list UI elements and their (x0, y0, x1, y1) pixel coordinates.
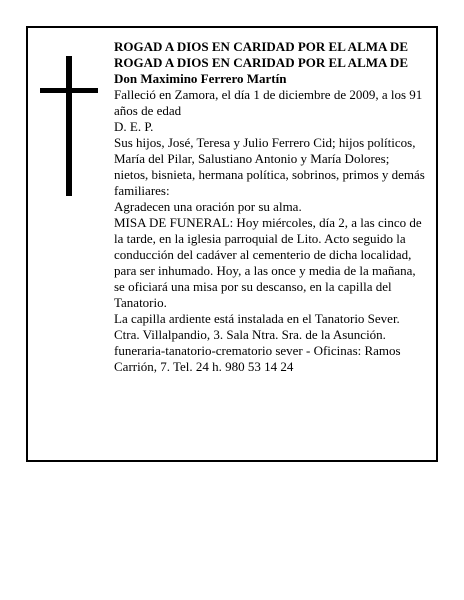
deceased-name: Don Maximino Ferrero Martín (114, 71, 287, 86)
cross-icon (40, 56, 98, 196)
funeral-mass-details: MISA DE FUNERAL: Hoy miércoles, día 2, a las cinco de la tarde, en la iglesia parroquial de Lito. Acto seguido la conducción del cadáver al cementerio de dicha localidad, para ser inhumado. Hoy, a las once y media de la mañana, se oficiará una misa por su descanso, en la capilla del Tanatorio. (114, 215, 422, 310)
family-list: Sus hijos, José, Teresa y Julio Ferrero Cid; hijos políticos, María del Pilar, Salustiano Antonio y María Dolores; nietos, bisnieta, hermana política, sobrinos, primos y demás familiares: (114, 135, 425, 198)
death-details: Falleció en Zamora, el día 1 de diciembre de 2009, a los 91 años de edad (114, 87, 423, 118)
prayer-request: Agradecen una oración por su alma. (114, 199, 302, 214)
funeral-home-contact: funeraria-tanatorio-crematorio sever - Oficinas: Ramos Carrión, 7. Tel. 24 h. 980 53 14 24 (114, 343, 401, 374)
obituary-notice (26, 26, 438, 462)
chapel-location: La capilla ardiente está instalada en el Tanatorio Sever. Ctra. Villalpandio, 3. Sala Ntra. Sra. de la Asunción. (114, 311, 400, 342)
obituary-text (114, 39, 426, 375)
rip-line: D. E. P. (114, 119, 154, 134)
heading: ROGAD A DIOS EN CARIDAD POR EL ALMA DE ROGAD A DIOS EN CARIDAD POR EL ALMA DE (114, 39, 408, 70)
